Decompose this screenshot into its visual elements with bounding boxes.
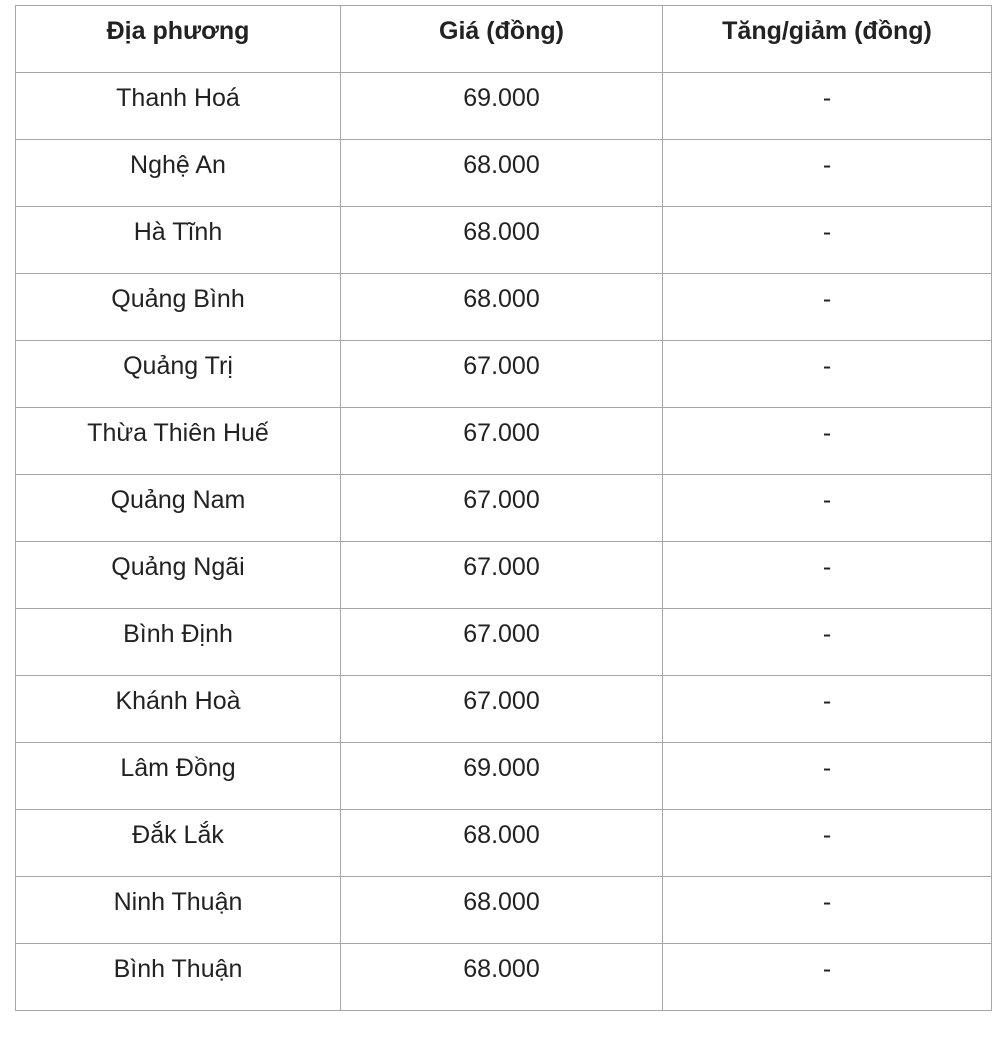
cell-price: 68.000: [341, 140, 663, 207]
header-row: [16, 6, 992, 73]
cell-change: -: [663, 877, 992, 944]
table-row: [16, 609, 992, 676]
cell-region: Quảng Ngãi: [16, 542, 341, 609]
cell-change: -: [663, 341, 992, 408]
cell-region: Đắk Lắk: [16, 810, 341, 877]
cell-price: 67.000: [341, 609, 663, 676]
header-change: Tăng/giảm (đồng): [663, 6, 992, 73]
cell-price: 68.000: [341, 944, 663, 1011]
cell-region: Ninh Thuận: [16, 877, 341, 944]
header-region: Địa phương: [16, 6, 341, 73]
table-body: [16, 73, 992, 1011]
cell-change: -: [663, 207, 992, 274]
table-row: [16, 542, 992, 609]
cell-price: 67.000: [341, 676, 663, 743]
cell-price: 68.000: [341, 207, 663, 274]
cell-price: 68.000: [341, 877, 663, 944]
cell-region: Hà Tĩnh: [16, 207, 341, 274]
cell-price: 68.000: [341, 274, 663, 341]
cell-change: -: [663, 73, 992, 140]
cell-region: Thanh Hoá: [16, 73, 341, 140]
table-row: [16, 743, 992, 810]
cell-region: Quảng Bình: [16, 274, 341, 341]
cell-change: -: [663, 810, 992, 877]
cell-change: -: [663, 542, 992, 609]
cell-change: -: [663, 274, 992, 341]
table-row: [16, 475, 992, 542]
cell-price: 67.000: [341, 475, 663, 542]
cell-region: Thừa Thiên Huế: [16, 408, 341, 475]
table-row: [16, 207, 992, 274]
table-row: [16, 877, 992, 944]
table-row: [16, 73, 992, 140]
cell-region: Bình Định: [16, 609, 341, 676]
table-row: [16, 140, 992, 207]
cell-price: 69.000: [341, 73, 663, 140]
table-row: [16, 676, 992, 743]
table-row: [16, 810, 992, 877]
cell-region: Nghệ An: [16, 140, 341, 207]
cell-price: 69.000: [341, 743, 663, 810]
cell-region: Bình Thuận: [16, 944, 341, 1011]
cell-change: -: [663, 475, 992, 542]
cell-change: -: [663, 609, 992, 676]
cell-change: -: [663, 676, 992, 743]
cell-price: 67.000: [341, 542, 663, 609]
cell-region: Quảng Trị: [16, 341, 341, 408]
cell-region: Lâm Đồng: [16, 743, 341, 810]
cell-price: 68.000: [341, 810, 663, 877]
table-row: [16, 408, 992, 475]
cell-price: 67.000: [341, 408, 663, 475]
header-price: Giá (đồng): [341, 6, 663, 73]
cell-region: Khánh Hoà: [16, 676, 341, 743]
table-row: [16, 944, 992, 1011]
cell-price: 67.000: [341, 341, 663, 408]
table-header: [16, 6, 992, 73]
table-row: [16, 341, 992, 408]
cell-change: -: [663, 944, 992, 1011]
cell-change: -: [663, 408, 992, 475]
cell-change: -: [663, 140, 992, 207]
cell-change: -: [663, 743, 992, 810]
cell-region: Quảng Nam: [16, 475, 341, 542]
table-row: [16, 274, 992, 341]
price-table: [15, 5, 992, 1011]
